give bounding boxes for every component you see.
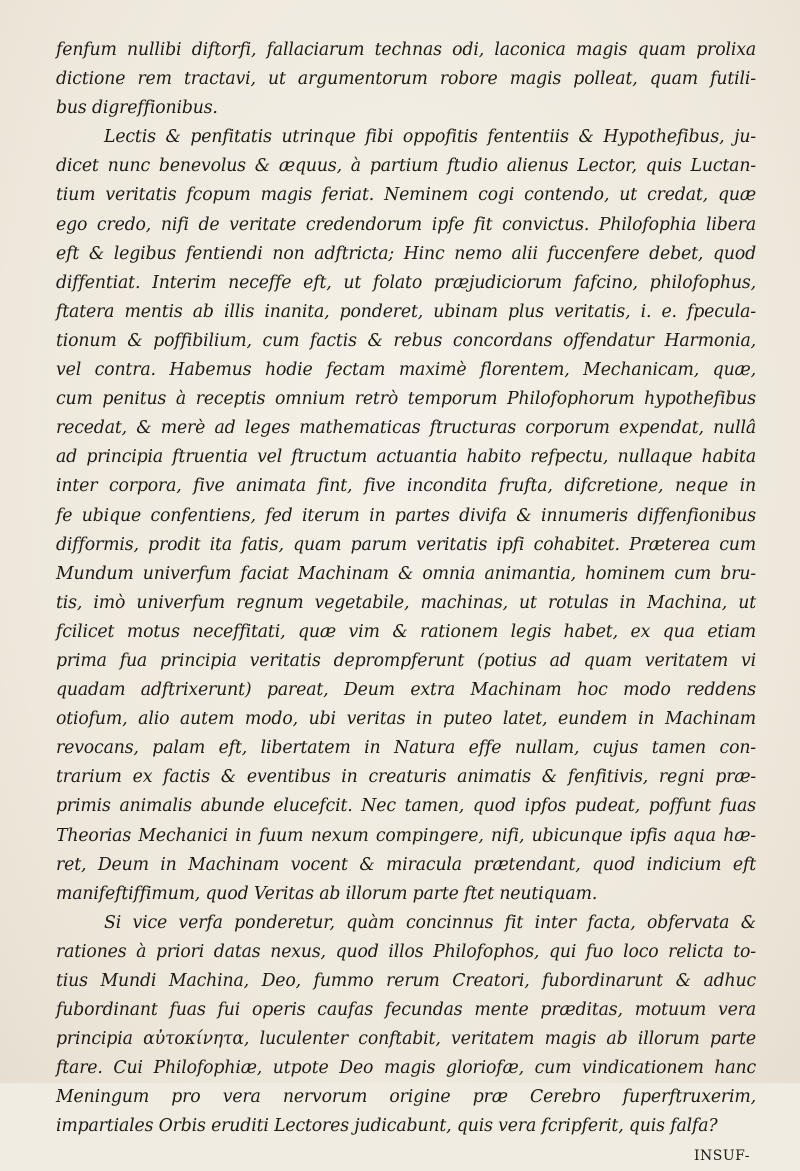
text-line: ftare. Cui Philofophiæ, utpote Deo magis gloriofæ, cum vindicationem hanc — [56, 1058, 756, 1079]
text-line: diffentiat. Interim neceffe eft, ut folato præjudiciorum fafcino, philofophus, — [56, 272, 756, 293]
text-line: ret, Deum in Machinam vocent & miracula prætendant, quod indicium eft — [56, 854, 756, 875]
text-line: inter corpora, five animata fint, five incondita frufta, difcretione, neque in — [56, 476, 756, 497]
text-line: fe ubique confentiens, fed iterum in partes divifa & innumeris diffenfionibus — [56, 505, 756, 526]
text-line: Lectis & penfitatis utrinque fibi oppofitis fententiis & Hypothefibus, ju- — [104, 127, 756, 148]
text-line: primis animalis abunde elucefcit. Nec tamen, quod ipfos pudeat, poffunt fuas — [56, 796, 756, 817]
text-line: otiofum, alio autem modo, ubi veritas in puteo latet, eundem in Machinam — [56, 709, 756, 730]
text-line: impartiales Orbis eruditi Lectores judicabunt, quis vera fcripferit, quis falfa? — [56, 1116, 718, 1137]
text-line: dicet nunc benevolus & æquus, à partium ftudio alienus Lector, quis Luctan- — [56, 156, 756, 177]
text-line: fcilicet motus neceffitati, quæ vim & rationem legis habet, ex qua etiam — [56, 621, 756, 642]
text-line: fenfum nullibi diftorfi, fallaciarum technas odi, laconica magis quam prolixa — [56, 40, 756, 60]
body-text — [56, 36, 756, 1171]
text-line: Theorias Mechanici in fuum nexum compingere, nifi, ubicunque ipfis aqua hæ- — [56, 825, 756, 846]
text-line: recedat, & merè ad leges mathematicas ftructuras corporum expendat, nullâ — [56, 418, 756, 439]
text-line: revocans, palam eft, libertatem in Natura effe nullam, cujus tamen con- — [56, 738, 756, 759]
text-line: manifeftiffimum, quod Veritas ab illorum parte ftet neutiquam. — [56, 883, 598, 904]
text-line: dictione rem tractavi, ut argumentorum robore magis polleat, quam futili- — [56, 69, 756, 90]
text-line: eft & legibus fentiendi non adftricta; Hinc nemo alii fuccenfere debet, quod — [56, 243, 756, 264]
text-line: Si vice verfa ponderetur, quàm concinnus fit inter facta, obfervata & — [104, 912, 756, 933]
text-line: ftatera mentis ab illis inanita, ponderet, ubinam plus veritatis, i. e. fpecula- — [56, 301, 756, 322]
text-line: vel contra. Habemus hodie fectam maximè florentem, Mechanicam, quæ, — [56, 360, 756, 381]
text-line: bus digreffionibus. — [56, 98, 218, 119]
text-line: Meningum pro vera nervorum origine præ Cerebro fuperftruxerim, — [56, 1087, 756, 1108]
text-line: fubordinant fuas fui operis caufas fecundas mente præditas, motuum vera — [56, 1000, 756, 1021]
text-line: ego credo, nifi de veritate credendorum ipfe fit convictus. Philofophia libera — [56, 214, 756, 235]
catchword: INSUF- — [694, 1147, 750, 1164]
text-line: principia αὐτοκίνητα, luculenter conftabit, veritatem magis ab illorum parte — [56, 1029, 756, 1050]
text-line: Mundum univerfum faciat Machinam & omnia animantia, hominem cum bru- — [56, 563, 756, 584]
text-line: quadam adftrixerunt) pareat, Deum extra Machinam hoc modo reddens — [56, 680, 756, 701]
text-line: difformis, prodit ita fatis, quam parum veritatis ipfi cohabitet. Præterea cum — [56, 534, 756, 555]
text-line: rationes à priori datas nexus, quod illos Philofophos, qui fuo loco relicta to- — [56, 941, 756, 962]
text-line: trarium ex factis & eventibus in creaturis animatis & fenfitivis, regni præ- — [56, 767, 756, 788]
text-line: tius Mundi Machina, Deo, fummo rerum Creatori, fubordinarunt & adhuc — [56, 971, 756, 991]
text-line: prima fua principia veritatis deprompferunt (potius ad quam veritatem vi — [56, 650, 756, 671]
text-line: tionum & poffibilium, cum factis & rebus concordans offendatur Harmonia, — [56, 330, 756, 351]
text-line: ad principia ftruentia vel ftructum actuantia habito refpectu, nullaque habita — [56, 447, 756, 468]
text-line: cum penitus à receptis omnium retrò temporum Philofophorum hypothefibus — [56, 389, 756, 410]
text-line: tis, imò univerfum regnum vegetabile, machinas, ut rotulas in Machina, ut — [56, 592, 756, 613]
text-line: tium veritatis fcopum magis feriat. Neminem cogi contendo, ut credat, quæ — [56, 185, 756, 206]
